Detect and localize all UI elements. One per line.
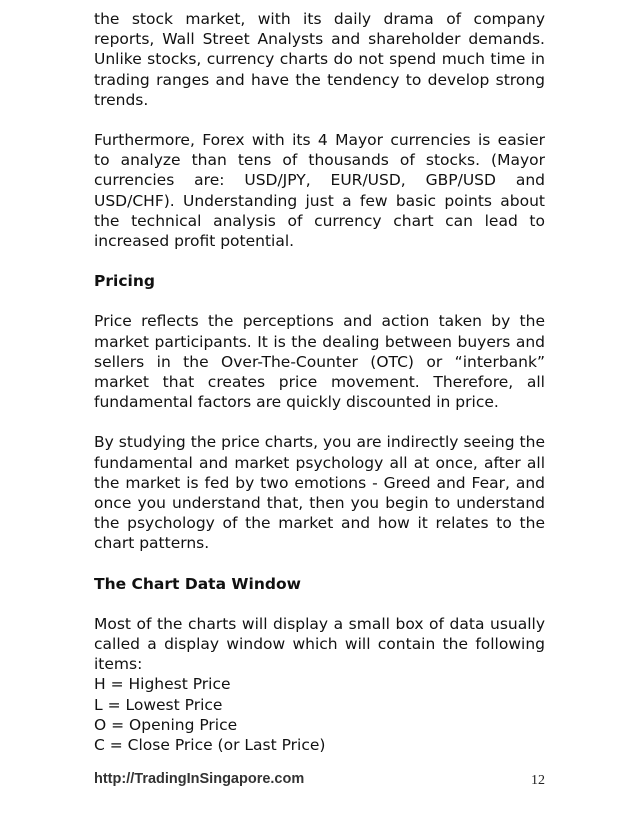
list-item: H = Highest Price bbox=[94, 675, 231, 694]
footer-url[interactable]: http://TradingInSingapore.com bbox=[94, 771, 305, 787]
heading-chart-data-window: The Chart Data Window bbox=[94, 574, 301, 593]
list-item: C = Close Price (or Last Price) bbox=[94, 736, 326, 755]
chart-window-items bbox=[94, 674, 545, 755]
page-body bbox=[94, 9, 545, 755]
paragraph-mayor-currencies: Furthermore, Forex with its 4 Mayor currencies is easier to analyze than tens of thousands of stocks. (Mayor currencies are: USD/JPY, EUR/USD, GBP/USD and USD/CHF). Understanding just a few basic points about the technical analysis of currency chart can lead to increased profit potential. bbox=[94, 131, 545, 251]
paragraph-stock-market: the stock market, with its daily drama of company reports, Wall Street Analysts and shareholder demands. Unlike stocks, currency charts do not spend much time in trading ranges and have the tendency to develop strong trends. bbox=[94, 10, 545, 109]
paragraph-price-charts: By studying the price charts, you are indirectly seeing the fundamental and market psychology all at once, after all the market is fed by two emotions - Greed and Fear, and once you understand that, then you begin to understand the psychology of the market and how it relates to the chart patterns. bbox=[94, 433, 545, 553]
list-item: L = Lowest Price bbox=[94, 695, 223, 714]
heading-pricing: Pricing bbox=[94, 272, 155, 291]
list-item: O = Opening Price bbox=[94, 715, 238, 734]
paragraph-price-reflects: Price reflects the perceptions and action taken by the market participants. It is the dealing between buyers and sellers in the Over-The-Counter (OTC) or “interbank” market that creates price movement. Therefore, all fundamental factors are quickly discounted in price. bbox=[94, 312, 545, 412]
page-number: 12 bbox=[531, 773, 545, 788]
paragraph-display-window: Most of the charts will display a small box of data usually called a display window which will contain the following items: bbox=[94, 614, 545, 674]
